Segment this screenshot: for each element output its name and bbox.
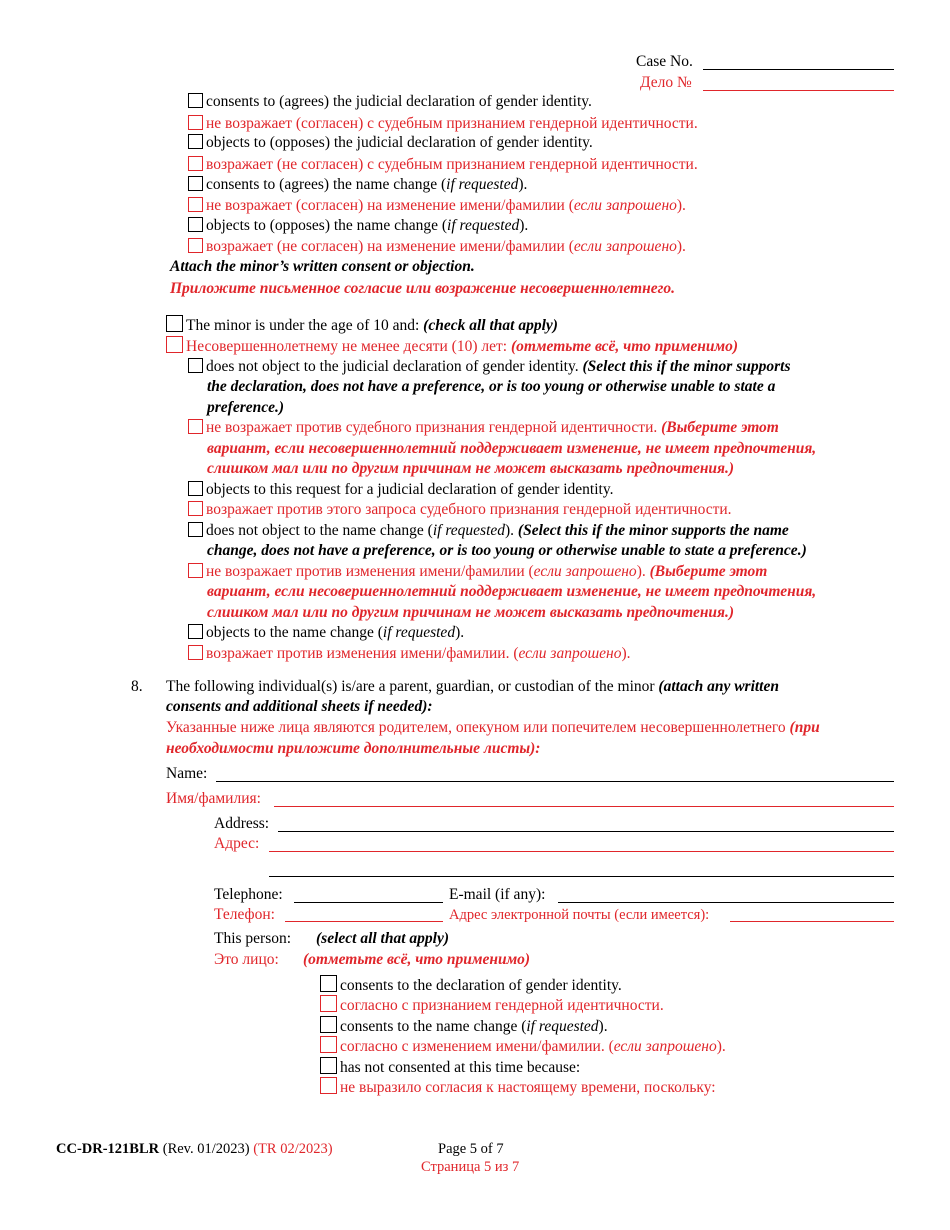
checkbox-person-consent-gender[interactable] xyxy=(320,975,337,992)
footer-form-id: CC-DR-121BLR (Rev. 01/2023) (TR 02/2023) xyxy=(56,1141,333,1157)
checkbox-person-not-consented-ru[interactable] xyxy=(320,1077,337,1094)
case-no-label-ru: Дело № xyxy=(640,74,692,91)
telephone-field[interactable] xyxy=(294,902,443,903)
footer-page: Page 5 of 7 xyxy=(438,1141,504,1157)
option-no-object-name: does not object to the name change (if requested). (Select this if the minor supports the name xyxy=(188,521,789,541)
option-object-gender-request-ru: возражает против этого запроса судебного признания гендерной идентичности. xyxy=(188,500,732,520)
email-field-ru[interactable] xyxy=(730,921,894,922)
option-no-object-gender-line3: preference.) xyxy=(207,399,285,416)
option-no-object-name-ru-line2: вариант, если несовершеннолетний поддерживает изменение, не имеет предпочтения, xyxy=(207,583,817,600)
checkbox-person-consent-gender-ru[interactable] xyxy=(320,995,337,1012)
option-no-object-gender-line2: the declaration, does not have a preference, or is too young or otherwise unable to state a xyxy=(207,378,776,395)
checkbox-person-consent-name[interactable] xyxy=(320,1016,337,1033)
option-object-name-change: objects to the name change (if requested). xyxy=(188,623,464,643)
checkbox-consent-gender[interactable] xyxy=(188,93,203,108)
option-consent-gender-ru: не возражает (согласен) с судебным признанием гендерной идентичности. xyxy=(188,114,698,134)
checkbox-object-name[interactable] xyxy=(188,217,203,232)
telephone-field-ru[interactable] xyxy=(285,921,443,922)
name-field[interactable] xyxy=(216,781,894,782)
email-label: E-mail (if any): xyxy=(449,886,546,903)
option-object-gender-ru: возражает (не согласен) с судебным признанием гендерной идентичности. xyxy=(188,155,698,175)
address-field-ru[interactable] xyxy=(269,851,894,852)
this-person-label: This person: xyxy=(214,930,292,947)
address-field[interactable] xyxy=(278,831,894,832)
telephone-label-ru: Телефон: xyxy=(214,906,275,923)
checkbox-consent-gender-ru[interactable] xyxy=(188,115,203,130)
checkbox-no-object-name[interactable] xyxy=(188,522,203,537)
select-all-note: (select all that apply) xyxy=(316,930,450,947)
footer-page-ru: Страница 5 из 7 xyxy=(421,1159,520,1175)
checkbox-object-gender-ru[interactable] xyxy=(188,156,203,171)
under-10-header: The minor is under the age of 10 and: (check all that apply) xyxy=(166,315,558,336)
option-no-object-name-line2: change, does not have a preference, or is too young or otherwise unable to state a preference.) xyxy=(207,542,807,559)
option-no-object-gender-ru: не возражает против судебного признания гендерной идентичности. (Выберите этот xyxy=(188,418,779,438)
option-object-name: objects to (opposes) the name change (if requested). xyxy=(188,216,528,236)
attach-note: Attach the minor’s written consent or objection. xyxy=(170,258,475,275)
person-option-not-consented-ru: не выразило согласия к настоящему времени, поскольку: xyxy=(320,1077,716,1098)
attach-note-ru: Приложите письменное согласие или возражение несовершеннолетнего. xyxy=(170,280,675,297)
person-option-consent-name: consents to the name change (if requested). xyxy=(320,1016,608,1037)
email-field[interactable] xyxy=(558,902,894,903)
checkbox-under-10[interactable] xyxy=(166,315,183,332)
name-field-ru[interactable] xyxy=(274,806,894,807)
checkbox-object-name-change-ru[interactable] xyxy=(188,645,203,660)
telephone-label: Telephone: xyxy=(214,886,283,903)
person-option-not-consented: has not consented at this time because: xyxy=(320,1057,580,1078)
name-label-ru: Имя/фамилия: xyxy=(166,790,261,807)
option-object-name-ru: возражает (не согласен) на изменение имени/фамилии (если запрошено). xyxy=(188,237,686,257)
option-no-object-gender-ru-line3: слишком мал или по другим причинам не может высказать предпочтения.) xyxy=(207,460,735,477)
section-8-text-ru-line2: необходимости приложите дополнительные листы): xyxy=(166,740,541,757)
section-8-text-line2: consents and additional sheets if needed): xyxy=(166,698,433,715)
section-8-number: 8. xyxy=(131,678,143,695)
person-option-consent-name-ru: согласно с изменением имени/фамилии. (если запрошено). xyxy=(320,1036,726,1057)
address-field-line2[interactable] xyxy=(269,876,894,877)
option-no-object-gender: does not object to the judicial declaration of gender identity. (Select this if the minor supports xyxy=(188,357,790,377)
option-no-object-gender-ru-line2: вариант, если несовершеннолетний поддерживает изменение, не имеет предпочтения, xyxy=(207,440,817,457)
case-no-field-ru[interactable] xyxy=(703,90,894,91)
checkbox-object-gender-request-ru[interactable] xyxy=(188,501,203,516)
option-no-object-name-ru: не возражает против изменения имени/фамилии (если запрошено). (Выберите этот xyxy=(188,562,767,582)
checkbox-object-gender[interactable] xyxy=(188,134,203,149)
checkbox-under-10-ru[interactable] xyxy=(166,336,183,353)
section-8-text-ru: Указанные ниже лица являются родителем, опекуном или попечителем несовершеннолетнего (при xyxy=(166,719,820,736)
section-8-text: The following individual(s) is/are a parent, guardian, or custodian of the minor (attach any written xyxy=(166,678,779,695)
checkbox-object-gender-request[interactable] xyxy=(188,481,203,496)
checkbox-no-object-name-ru[interactable] xyxy=(188,563,203,578)
case-no-label: Case No. xyxy=(636,53,693,70)
checkbox-person-not-consented[interactable] xyxy=(320,1057,337,1074)
option-object-gender-request: objects to this request for a judicial declaration of gender identity. xyxy=(188,480,613,500)
option-object-name-change-ru: возражает против изменения имени/фамилии. (если запрошено). xyxy=(188,644,631,664)
person-option-consent-gender-ru: согласно с признанием гендерной идентичности. xyxy=(320,995,664,1016)
person-option-consent-gender: consents to the declaration of gender identity. xyxy=(320,975,622,996)
option-consent-name: consents to (agrees) the name change (if requested). xyxy=(188,175,527,195)
checkbox-object-name-ru[interactable] xyxy=(188,238,203,253)
select-all-note-ru: (отметьте всё, что применимо) xyxy=(303,951,531,968)
address-label-ru: Адрес: xyxy=(214,835,260,852)
case-no-field[interactable] xyxy=(703,69,894,70)
name-label: Name: xyxy=(166,765,208,782)
option-object-gender: objects to (opposes) the judicial declaration of gender identity. xyxy=(188,133,593,153)
option-no-object-name-ru-line3: слишком мал или по другим причинам не может высказать предпочтения.) xyxy=(207,604,735,621)
checkbox-consent-name-ru[interactable] xyxy=(188,197,203,212)
option-consent-gender: consents to (agrees) the judicial declaration of gender identity. xyxy=(188,92,592,112)
under-10-header-ru: Несовершеннолетнему не менее десяти (10) лет: (отметьте всё, что применимо) xyxy=(166,336,738,357)
address-label: Address: xyxy=(214,815,270,832)
checkbox-object-name-change[interactable] xyxy=(188,624,203,639)
checkbox-no-object-gender-ru[interactable] xyxy=(188,419,203,434)
checkbox-consent-name[interactable] xyxy=(188,176,203,191)
checkbox-no-object-gender[interactable] xyxy=(188,358,203,373)
option-consent-name-ru: не возражает (согласен) на изменение имени/фамилии (если запрошено). xyxy=(188,196,686,216)
checkbox-person-consent-name-ru[interactable] xyxy=(320,1036,337,1053)
email-label-ru: Адрес электронной почты (если имеется): xyxy=(449,907,710,923)
this-person-label-ru: Это лицо: xyxy=(214,951,279,968)
